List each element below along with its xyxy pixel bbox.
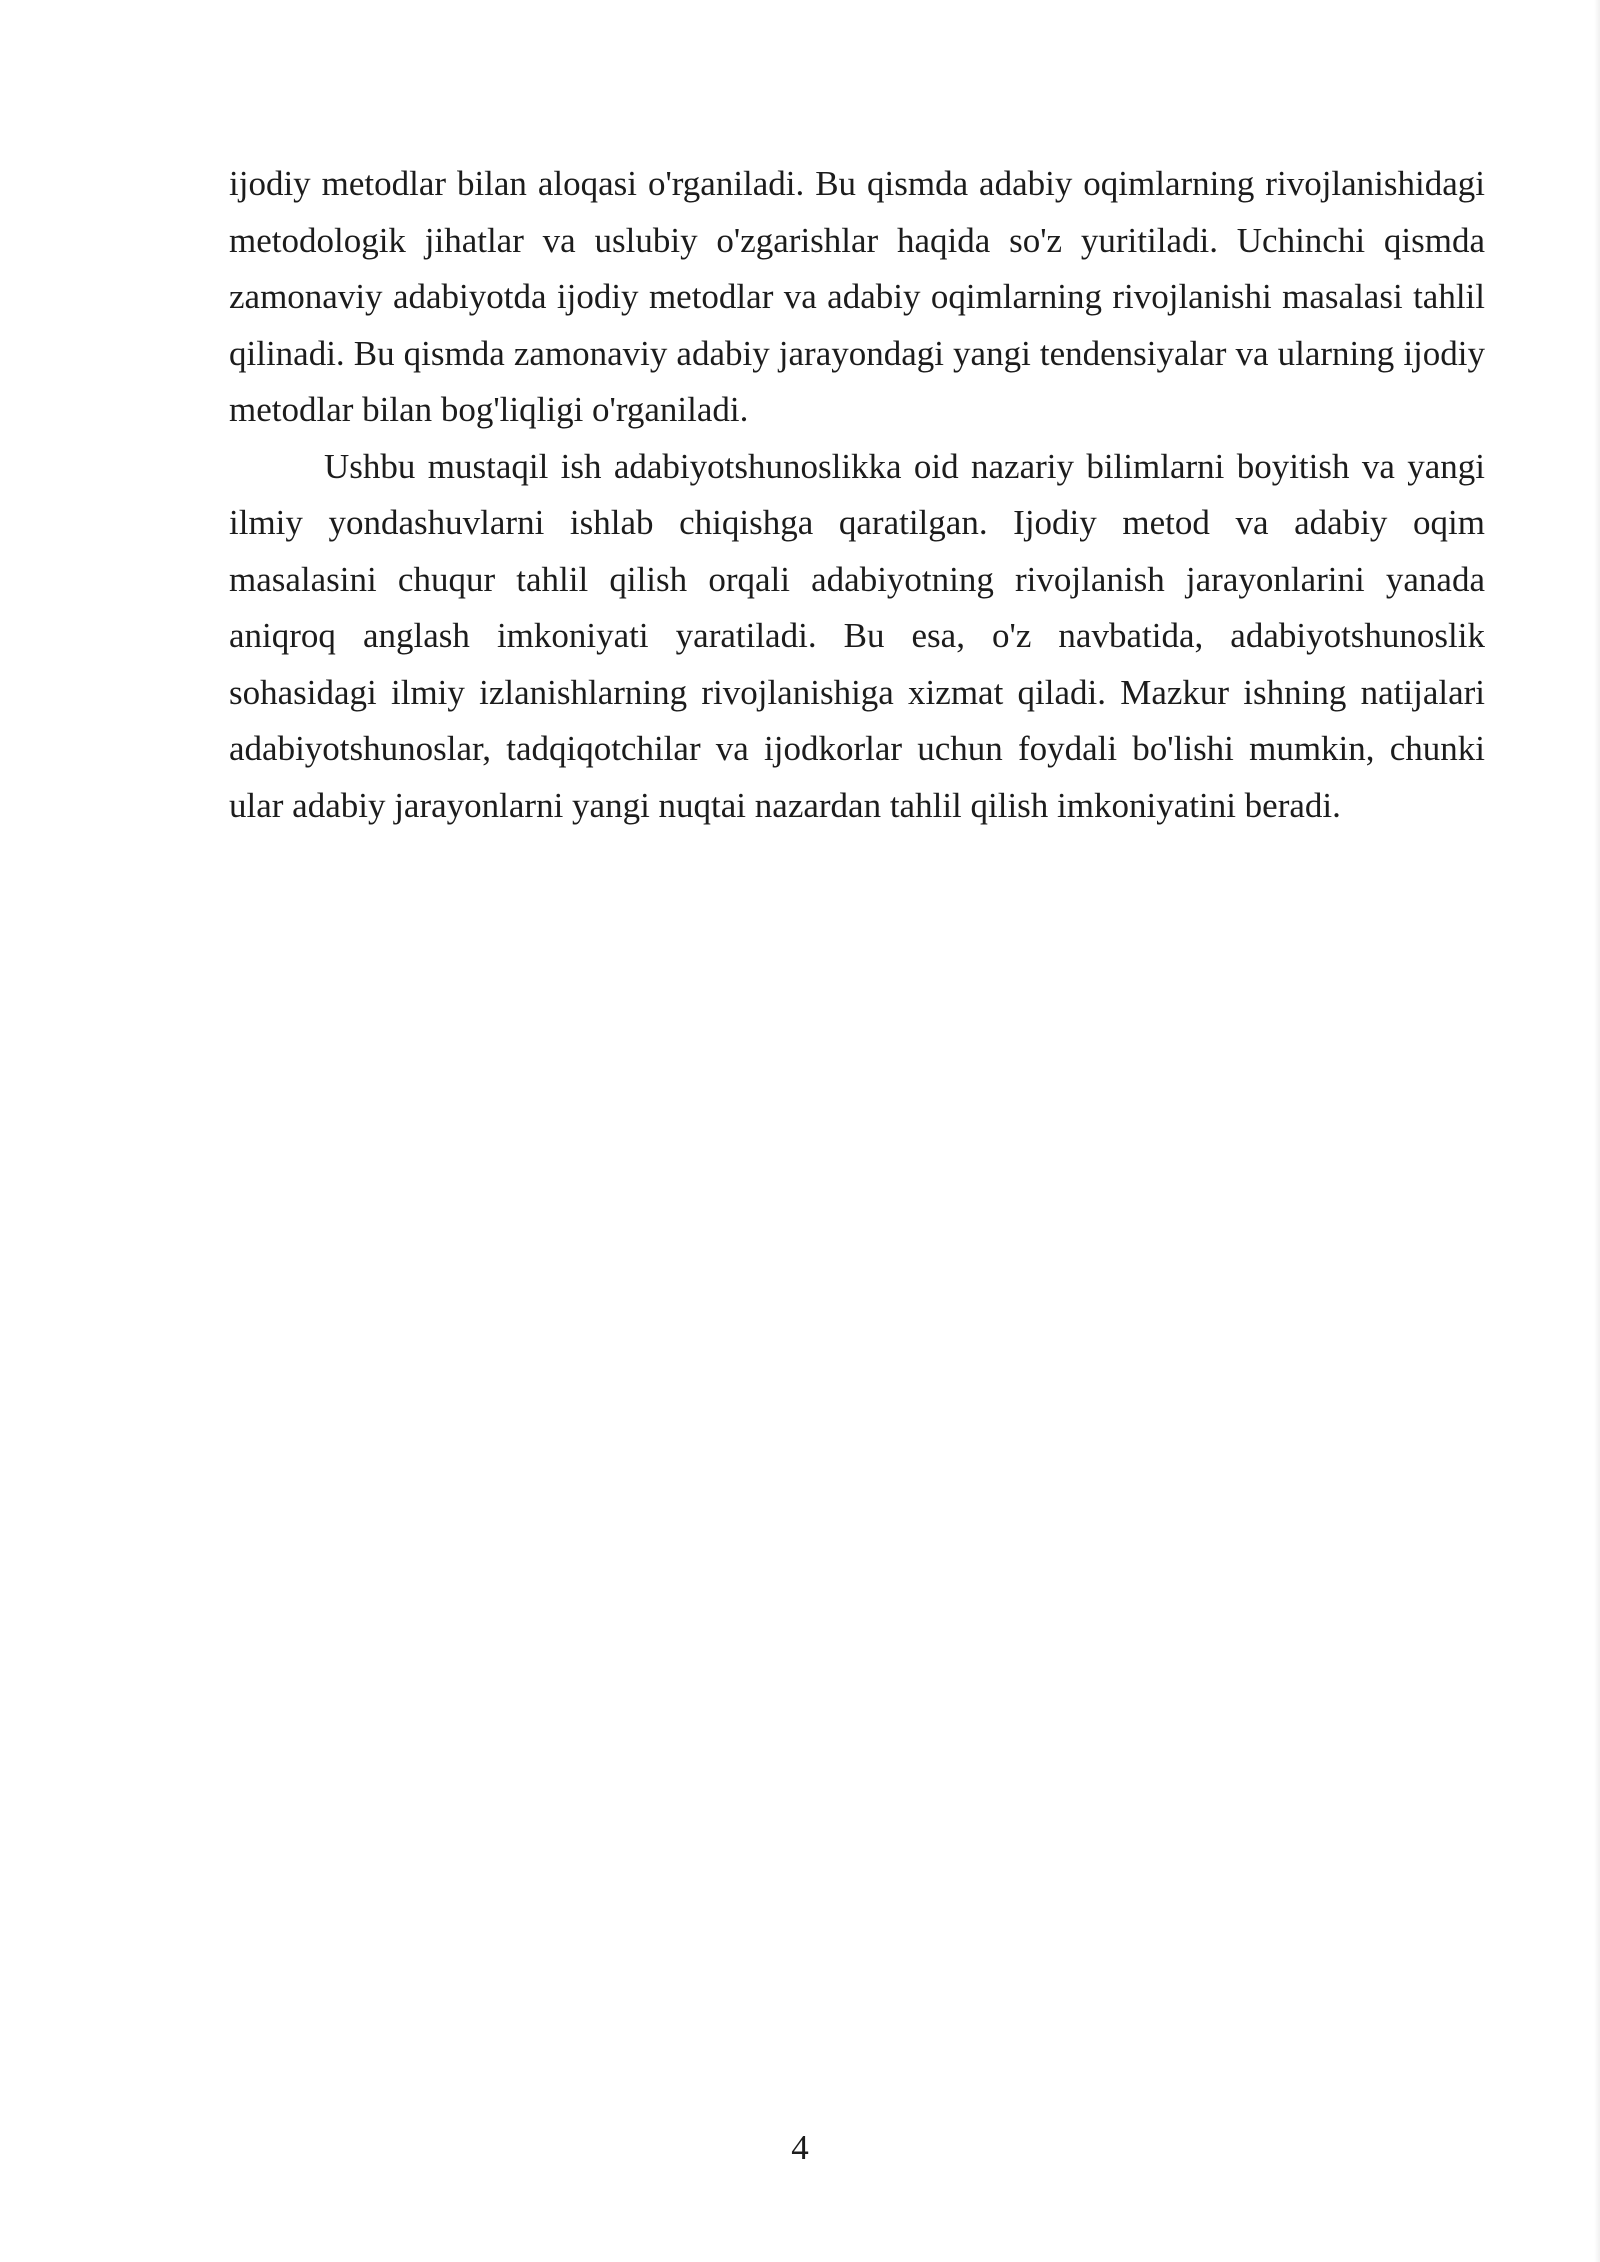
paragraph-conclusion: Ushbu mustaqil ish adabiyotshunoslikka oid nazariy bilimlarni boyitish va yangi ilmiy yondashuvlarni ishlab chiqishga qaratilgan. Ijodiy metod va adabiy oqim masalasini chuqur tahlil qilish orqali adabiyotning rivojlanish jarayonlarini yanada aniqroq anglash imkoniyati yaratiladi. Bu esa, o'z navbatida, adabiyotshunoslik sohasidagi ilmiy izlanishlarning rivojlanishiga xizmat qiladi. Mazkur ishning natijalari adabiyotshunoslar, tadqiqotchilar va ijodkorlar uchun foydali bo'lishi mumkin, chunki ular adabiy jarayonlarni yangi nuqtai nazardan tahlil qilish imkoniyatini beradi. — [229, 446, 1485, 825]
page-number: 4 — [791, 2128, 809, 2167]
page-edge — [1594, 0, 1600, 2262]
paragraph-continuation: ijodiy metodlar bilan aloqasi o'rganiladi. Bu qismda adabiy oqimlarning rivojlanishidagi metodologik jihatlar va uslubiy o'zgarishlar haqida so'z yuritiladi. Uchinchi qismda zamonaviy adabiyotda ijodiy metodlar va adabiy oqimlarning rivojlanishi masalasi tahlil qilinadi. Bu qismda zamonaviy adabiy jarayondagi yangi tendensiyalar va ularning ijodiy metodlar bilan bog'liqligi o'rganiladi. — [229, 164, 1485, 429]
body-text — [229, 156, 1485, 834]
